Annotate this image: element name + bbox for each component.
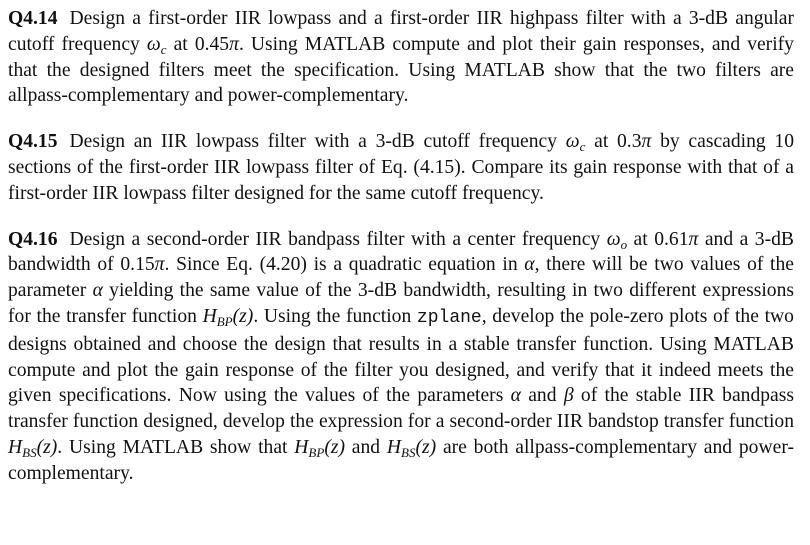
problem-number: Q4.16 xyxy=(8,228,58,250)
problem-text: by cascading 10 sections of the first-order IIR lowpass filter of Eq. (4.15). Compare its gain response with that of a first-order IIR lowpass filter designed for the same cutoff frequency. xyxy=(8,131,795,204)
problem-text: at 0.45 xyxy=(166,33,230,55)
problem-text: . Using MATLAB show that xyxy=(57,436,295,458)
problem-text: are both allpass-complementary and power-complementary. xyxy=(8,436,794,484)
problem-list xyxy=(8,6,794,487)
problem-text: and a 3-dB bandwidth of 0.15 xyxy=(8,228,794,276)
math-alpha: α xyxy=(92,280,103,302)
math-alpha: α xyxy=(524,254,535,276)
problem-text: . Using MATLAB compute and plot their gain responses, and verify that the designed filters meet the specification. Using MATLAB show that the two filters are allpass-complementary and power-complementary. xyxy=(8,33,794,107)
problem-q4-15 xyxy=(8,129,794,206)
math-h-bp: $H_{BP}(z)$ xyxy=(202,305,254,329)
math-h-bs: $H_{BS}(z)$ xyxy=(386,436,437,460)
problem-text: , there will be two values of the parameter xyxy=(8,254,794,302)
math-beta: β xyxy=(563,385,574,407)
problem-text: and xyxy=(520,385,564,407)
math-pi: π xyxy=(229,33,239,55)
problem-text: at 0.61 xyxy=(627,228,689,250)
problem-text: and xyxy=(345,436,387,458)
problem-text: . Using the function xyxy=(253,305,417,327)
math-pi: π xyxy=(641,131,652,153)
math-pi: π xyxy=(688,228,699,250)
math-h-bs: $H_{BS}(z)$ xyxy=(8,436,58,460)
problem-number: Q4.14 xyxy=(8,8,58,29)
problem-q4-14 xyxy=(8,6,794,109)
problem-text: . Since Eq. (4.20) is a quadratic equation in xyxy=(164,254,525,276)
problem-q4-16 xyxy=(8,227,794,487)
math-omega-o: $\omega_o$ xyxy=(606,228,628,252)
problem-text: of the stable IIR bandpass transfer function designed, develop the expression for a second-order IIR bandstop transfer function xyxy=(8,385,795,433)
problem-number: Q4.15 xyxy=(8,131,58,153)
math-alpha: α xyxy=(510,385,521,407)
math-h-bp: $H_{BP}(z)$ xyxy=(294,436,345,460)
problem-text: Design a first-order IIR lowpass and a first-order IIR highpass filter with a 3-dB angular cutoff frequency xyxy=(8,8,794,55)
math-omega-c: $\omega_c$ xyxy=(565,131,586,155)
problem-text: Design a second-order IIR bandpass filter with a center frequency xyxy=(69,228,607,250)
code-function-name: zplane xyxy=(416,307,482,328)
problem-text: yielding the same value of the 3-dB bandwidth, resulting in two different expressions for the transfer function xyxy=(8,280,794,327)
math-omega-c: $\omega_c$ xyxy=(146,33,167,57)
math-pi: π xyxy=(154,254,165,276)
problem-text: , develop the pole-zero plots of the two designs obtained and choose the design that results in a stable transfer function. Using MATLAB compute and plot the gain response of the filter you designed, and verify that it indeed meets the given specifications. Now using the values of the parameters xyxy=(8,305,794,407)
problem-text: at 0.3 xyxy=(585,131,642,153)
problem-text: Design an IIR lowpass filter with a 3-dB cutoff frequency xyxy=(69,131,566,153)
